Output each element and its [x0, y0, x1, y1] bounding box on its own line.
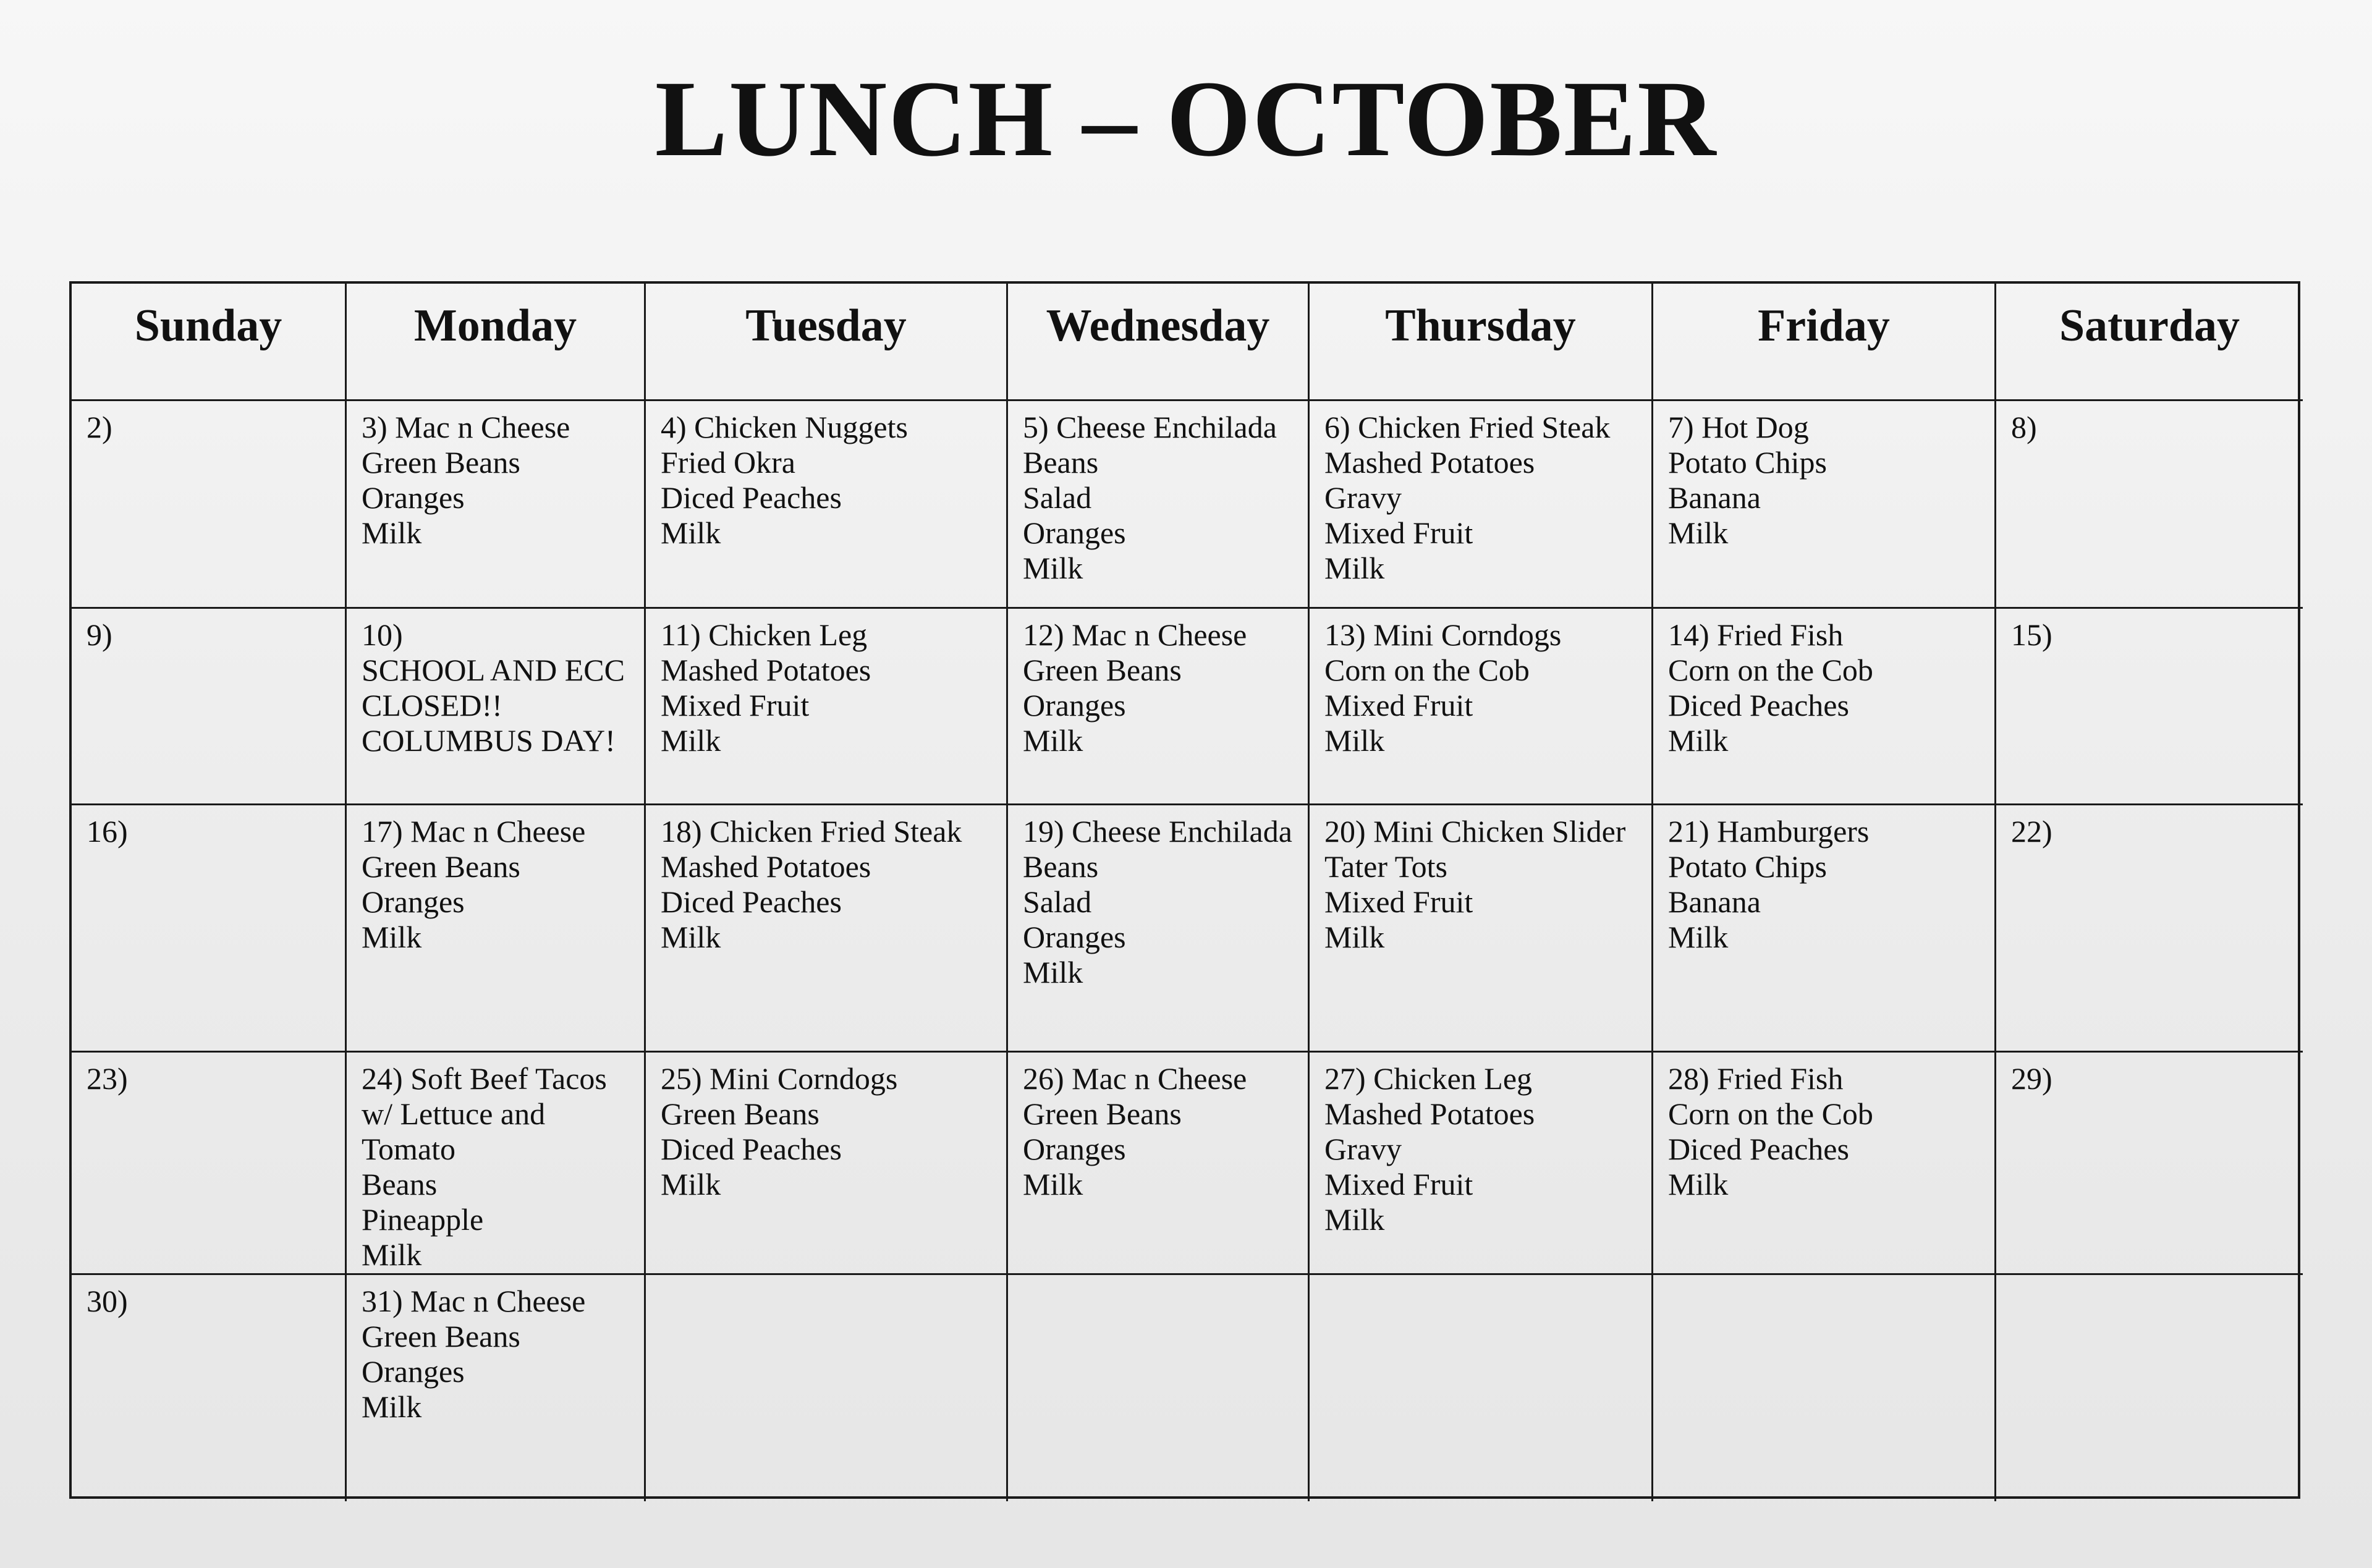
calendar-day-cell-tuesday: [646, 609, 1008, 805]
calendar-day-cell-thursday: [1310, 1275, 1653, 1501]
menu-item: Milk: [362, 1237, 422, 1272]
menu-item: Diced Peaches: [661, 480, 842, 515]
day-entry-first-line: 15): [2011, 617, 2052, 652]
calendar-day-cell-thursday: [1310, 805, 1653, 1053]
day-entry-first-line: 25) Mini Corndogs: [661, 1061, 898, 1096]
menu-item: Corn on the Cob: [1324, 653, 1530, 687]
calendar-day-cell-sunday: [72, 1053, 347, 1275]
menu-item: Beans: [1023, 445, 1099, 480]
menu-item: Milk: [661, 920, 721, 954]
menu-item: Milk: [1324, 920, 1385, 954]
menu-item: Beans: [1023, 849, 1099, 884]
menu-item: Milk: [1668, 515, 1729, 550]
menu-item: Oranges: [362, 480, 465, 515]
day-entry-first-line: 24) Soft Beef Tacos: [362, 1061, 607, 1096]
day-entry-first-line: 23): [87, 1061, 128, 1096]
menu-item: Milk: [1668, 920, 1729, 954]
day-entry-first-line: 3) Mac n Cheese: [362, 410, 570, 444]
calendar-day-cell-sunday: [72, 609, 347, 805]
menu-item: Green Beans: [1023, 1096, 1182, 1131]
day-entry-first-line: 2): [87, 410, 112, 444]
calendar-day-cell-saturday: [1996, 401, 2303, 609]
menu-item: Milk: [1023, 955, 1083, 990]
menu-item: Diced Peaches: [1668, 688, 1849, 723]
menu-item: Milk: [1324, 1202, 1385, 1237]
calendar-day-cell-tuesday: [646, 805, 1008, 1053]
calendar-day-cell-wednesday: [1008, 401, 1310, 609]
menu-item: SCHOOL AND ECC: [362, 653, 625, 687]
menu-item: Diced Peaches: [661, 1132, 842, 1166]
menu-item: Milk: [661, 515, 721, 550]
menu-item: Diced Peaches: [661, 884, 842, 919]
day-entry-first-line: 9): [87, 617, 112, 652]
calendar-day-cell-sunday: [72, 401, 347, 609]
calendar-day-cell-saturday: [1996, 1275, 2303, 1501]
day-entry-first-line: 10): [362, 617, 403, 652]
menu-item: Milk: [1324, 723, 1385, 758]
menu-item: Green Beans: [1023, 653, 1182, 687]
day-entry-first-line: 12) Mac n Cheese: [1023, 617, 1247, 652]
calendar-day-cell-monday: [347, 805, 646, 1053]
lunch-calendar: [69, 281, 2300, 1499]
menu-item: Milk: [1023, 1167, 1083, 1201]
menu-item: Mixed Fruit: [1324, 1167, 1473, 1201]
day-entry-first-line: 13) Mini Corndogs: [1324, 617, 1562, 652]
day-header-saturday: Saturday: [1996, 284, 2303, 401]
menu-item: Milk: [1668, 1167, 1729, 1201]
day-entry-first-line: 8): [2011, 410, 2037, 444]
menu-item: Milk: [661, 1167, 721, 1201]
day-entry-first-line: 22): [2011, 814, 2052, 849]
menu-item: Corn on the Cob: [1668, 653, 1873, 687]
menu-item: Green Beans: [362, 445, 520, 480]
calendar-day-cell-thursday: [1310, 401, 1653, 609]
menu-item: Fried Okra: [661, 445, 795, 480]
calendar-day-cell-wednesday: [1008, 1275, 1310, 1501]
menu-item: Salad: [1023, 480, 1092, 515]
menu-item: Gravy: [1324, 480, 1402, 515]
day-entry-first-line: 6) Chicken Fried Steak: [1324, 410, 1611, 444]
day-entry-first-line: 29): [2011, 1061, 2052, 1096]
menu-item: Tomato: [362, 1132, 456, 1166]
menu-item: Banana: [1668, 884, 1761, 919]
day-entry-first-line: 30): [87, 1284, 128, 1318]
day-entry-first-line: 16): [87, 814, 128, 849]
menu-item: Oranges: [362, 1354, 465, 1389]
calendar-day-cell-sunday: [72, 1275, 347, 1501]
day-header-thursday: Thursday: [1310, 284, 1653, 401]
menu-item: Oranges: [1023, 515, 1126, 550]
day-header-friday: Friday: [1653, 284, 1996, 401]
menu-item: Beans: [362, 1167, 438, 1201]
menu-item: Mashed Potatoes: [661, 653, 871, 687]
menu-item: Milk: [362, 515, 422, 550]
calendar-day-cell-thursday: [1310, 1053, 1653, 1275]
menu-item: Mixed Fruit: [1324, 688, 1473, 723]
day-entry-first-line: 31) Mac n Cheese: [362, 1284, 586, 1318]
menu-item: Milk: [1324, 551, 1385, 585]
page-title: LUNCH – OCTOBER: [654, 59, 1718, 179]
calendar-day-cell-saturday: [1996, 1053, 2303, 1275]
menu-item: Mixed Fruit: [1324, 884, 1473, 919]
calendar-day-cell-tuesday: [646, 401, 1008, 609]
calendar-day-cell-tuesday: [646, 1275, 1008, 1501]
menu-item: Pineapple: [362, 1202, 484, 1237]
menu-item: Green Beans: [362, 849, 520, 884]
menu-item: Banana: [1668, 480, 1761, 515]
calendar-day-cell-friday: [1653, 1053, 1996, 1275]
calendar-day-cell-monday: [347, 1053, 646, 1275]
menu-item: w/ Lettuce and: [362, 1096, 546, 1131]
calendar-day-cell-friday: [1653, 609, 1996, 805]
menu-item: Mashed Potatoes: [1324, 1096, 1535, 1131]
menu-item: Corn on the Cob: [1668, 1096, 1873, 1131]
day-header-tuesday: Tuesday: [646, 284, 1008, 401]
day-entry-first-line: 20) Mini Chicken Slider: [1324, 814, 1626, 849]
menu-item: Oranges: [1023, 920, 1126, 954]
calendar-day-cell-friday: [1653, 401, 1996, 609]
day-entry-first-line: 5) Cheese Enchilada: [1023, 410, 1277, 444]
day-entry-first-line: 26) Mac n Cheese: [1023, 1061, 1247, 1096]
day-header-monday: Monday: [347, 284, 646, 401]
menu-item: Milk: [1023, 723, 1083, 758]
calendar-day-cell-monday: [347, 1275, 646, 1501]
calendar-day-cell-monday: [347, 401, 646, 609]
calendar-day-cell-saturday: [1996, 609, 2303, 805]
menu-item: Potato Chips: [1668, 849, 1827, 884]
day-header-sunday: Sunday: [72, 284, 347, 401]
menu-item: Milk: [1023, 551, 1083, 585]
calendar-day-cell-monday: [347, 609, 646, 805]
calendar-day-cell-saturday: [1996, 805, 2303, 1053]
day-entry-first-line: 28) Fried Fish: [1668, 1061, 1844, 1096]
calendar-day-cell-sunday: [72, 805, 347, 1053]
day-entry-first-line: 11) Chicken Leg: [661, 617, 868, 652]
menu-item: Diced Peaches: [1668, 1132, 1849, 1166]
day-header-wednesday: Wednesday: [1008, 284, 1310, 401]
menu-item: Oranges: [362, 884, 465, 919]
calendar-day-cell-friday: [1653, 1275, 1996, 1501]
calendar-day-cell-wednesday: [1008, 805, 1310, 1053]
menu-item: Mashed Potatoes: [661, 849, 871, 884]
calendar-day-cell-wednesday: [1008, 609, 1310, 805]
day-entry-first-line: 18) Chicken Fried Steak: [661, 814, 962, 849]
menu-item: Milk: [1668, 723, 1729, 758]
calendar-day-cell-thursday: [1310, 609, 1653, 805]
menu-item: Milk: [362, 920, 422, 954]
menu-item: Potato Chips: [1668, 445, 1827, 480]
calendar-day-cell-tuesday: [646, 1053, 1008, 1275]
menu-item: Salad: [1023, 884, 1092, 919]
menu-item: Mixed Fruit: [1324, 515, 1473, 550]
menu-item: COLUMBUS DAY!: [362, 723, 616, 758]
day-entry-first-line: 14) Fried Fish: [1668, 617, 1844, 652]
menu-item: Oranges: [1023, 1132, 1126, 1166]
day-entry-first-line: 19) Cheese Enchilada: [1023, 814, 1292, 849]
menu-item: Mixed Fruit: [661, 688, 810, 723]
menu-item: Tater Tots: [1324, 849, 1447, 884]
day-entry-first-line: 21) Hamburgers: [1668, 814, 1870, 849]
day-entry-first-line: 27) Chicken Leg: [1324, 1061, 1533, 1096]
menu-item: CLOSED!!: [362, 688, 502, 723]
day-entry-first-line: 17) Mac n Cheese: [362, 814, 586, 849]
calendar-day-cell-friday: [1653, 805, 1996, 1053]
menu-item: Green Beans: [362, 1319, 520, 1354]
day-entry-first-line: 7) Hot Dog: [1668, 410, 1809, 444]
calendar-day-cell-wednesday: [1008, 1053, 1310, 1275]
menu-item: Milk: [661, 723, 721, 758]
menu-item: Oranges: [1023, 688, 1126, 723]
menu-item: Green Beans: [661, 1096, 820, 1131]
menu-item: Gravy: [1324, 1132, 1402, 1166]
day-entry-first-line: 4) Chicken Nuggets: [661, 410, 908, 444]
menu-item: Mashed Potatoes: [1324, 445, 1535, 480]
menu-item: Milk: [362, 1389, 422, 1424]
